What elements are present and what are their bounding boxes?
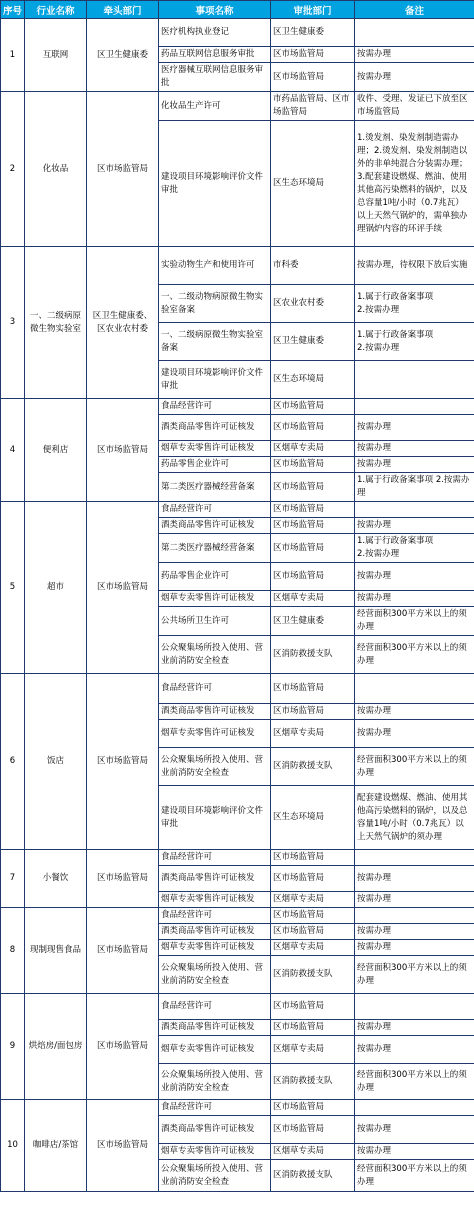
note: 经营面积300平方米以上的须办理 — [355, 748, 474, 786]
note — [355, 850, 474, 866]
item-name: 公众聚集场所投入使用、营业前消防安全检查 — [159, 748, 271, 786]
note: 按需办理 — [355, 892, 474, 908]
note: 经营面积300平方米以上的须办理 — [355, 956, 474, 994]
approval-department: 区市场监管局 — [271, 518, 355, 534]
approval-department: 区市场监管局 — [271, 1020, 355, 1036]
item-name: 烟草专卖零售许可证核发 — [159, 892, 271, 908]
note — [355, 908, 474, 924]
table-row — [1, 19, 474, 47]
approval-department: 区烟草专卖局 — [271, 441, 355, 457]
industry-name: 饭店 — [25, 674, 87, 850]
note: 按需办理 — [355, 457, 474, 473]
note — [355, 361, 474, 399]
lead-department: 区市场监管局 — [87, 502, 159, 674]
note: 按需办理 — [355, 563, 474, 591]
item-name: 酒类商品零售许可证核发 — [159, 1020, 271, 1036]
note: 按需办理 — [355, 940, 474, 956]
item-name: 酒类商品零售许可证核发 — [159, 924, 271, 940]
item-name: 烟草专卖零售许可证核发 — [159, 1036, 271, 1064]
lead-department: 区市场监管局 — [87, 674, 159, 850]
table-row — [1, 850, 474, 866]
industry-name: 小餐饮 — [25, 850, 87, 908]
note: 按需办理 — [355, 441, 474, 457]
note: 按需办理 — [355, 1020, 474, 1036]
row-number: 5 — [1, 502, 25, 674]
lead-department: 区市场监管局 — [87, 908, 159, 994]
note: 1.烫发剂、染发剂制造需办理；2.烫发剂、染发剂制造以外的非单纯混合分装需办理；3.配套建设燃煤、燃油、使用其他高污染燃料的锅炉，以及总容量1吨/小时（0.7兆瓦）以上天然气锅炉的，需单独办理锅炉内容的环评手续 — [355, 121, 474, 247]
approval-department: 区市场监管局 — [271, 473, 355, 502]
approval-department: 区烟草专卖局 — [271, 1036, 355, 1064]
note: 1.属于行政备案事项 2.按需办理 — [355, 473, 474, 502]
item-name: 一、二级动物病原微生物实验室备案 — [159, 285, 271, 323]
approval-department: 区消防救援支队 — [271, 748, 355, 786]
table-row — [1, 908, 474, 924]
note: 按需办理 — [355, 63, 474, 92]
item-name: 建设项目环境影响评价文件审批 — [159, 786, 271, 850]
approval-department: 区市场监管局 — [271, 1116, 355, 1144]
lead-department: 区市场监管局 — [87, 92, 159, 247]
item-name: 公众聚集场所投入使用、营业前消防安全检查 — [159, 1160, 271, 1192]
approval-department: 市药品监管局、区市场监管局 — [271, 92, 355, 121]
item-name: 化妆品生产许可 — [159, 92, 271, 121]
approval-department: 区市场监管局 — [271, 1100, 355, 1116]
item-name: 烟草专卖零售许可证核发 — [159, 441, 271, 457]
lead-department: 区市场监管局 — [87, 1100, 159, 1192]
item-name: 食品经营许可 — [159, 850, 271, 866]
row-number: 4 — [1, 399, 25, 502]
item-name: 药品零售企业许可 — [159, 563, 271, 591]
approval-department: 区市场监管局 — [271, 994, 355, 1020]
item-name: 食品经营许可 — [159, 1100, 271, 1116]
note: 1.属于行政备案事项 2.按需办理 — [355, 285, 474, 323]
item-name: 烟草专卖零售许可证核发 — [159, 591, 271, 607]
table-row — [1, 1100, 474, 1116]
item-name: 食品经营许可 — [159, 908, 271, 924]
note: 配套建设燃煤、燃油、使用其他高污染燃料的锅炉，以及总容量1吨/小时（0.7兆瓦）以上天然气锅炉的须办理 — [355, 786, 474, 850]
approval-department: 区卫生健康委 — [271, 323, 355, 361]
approval-department: 区市场监管局 — [271, 563, 355, 591]
note: 1.属于行政备案事项 2.按需办理 — [355, 323, 474, 361]
row-number: 3 — [1, 247, 25, 399]
approval-department: 区生态环境局 — [271, 786, 355, 850]
item-name: 一、二级病原微生物实验室备案 — [159, 323, 271, 361]
item-name: 实验动物生产和使用许可 — [159, 247, 271, 285]
approval-department: 区卫生健康委 — [271, 607, 355, 636]
approval-department: 区烟草专卖局 — [271, 720, 355, 748]
item-name: 食品经营许可 — [159, 502, 271, 518]
item-name: 烟草专卖零售许可证核发 — [159, 1144, 271, 1160]
approval-department: 区市场监管局 — [271, 850, 355, 866]
approval-department: 区烟草专卖局 — [271, 940, 355, 956]
table-row — [1, 399, 474, 415]
industry-name: 便利店 — [25, 399, 87, 502]
note — [355, 1100, 474, 1116]
note: 按需办理 — [355, 518, 474, 534]
row-number: 10 — [1, 1100, 25, 1192]
note: 收件、受理、发证已下放至区市场监管局 — [355, 92, 474, 121]
lead-department: 区卫生健康委 — [87, 19, 159, 92]
approval-department: 区烟草专卖局 — [271, 591, 355, 607]
note: 按需办理 — [355, 866, 474, 892]
header-approver: 审批部门 — [271, 1, 355, 19]
header-no: 序号 — [1, 1, 25, 19]
item-name: 第二类医疗器械经营备案 — [159, 534, 271, 563]
industry-name: 化妆品 — [25, 92, 87, 247]
row-number: 1 — [1, 19, 25, 92]
approval-department: 区市场监管局 — [271, 908, 355, 924]
item-name: 建设项目环境影响评价文件审批 — [159, 361, 271, 399]
item-name: 医疗机构执业登记 — [159, 19, 271, 47]
approval-department: 区烟草专卖局 — [271, 892, 355, 908]
approval-department: 区市场监管局 — [271, 924, 355, 940]
row-number: 7 — [1, 850, 25, 908]
note: 按需办理 — [355, 720, 474, 748]
approval-department: 区卫生健康委 — [271, 19, 355, 47]
lead-department: 区市场监管局 — [87, 850, 159, 908]
item-name: 第二类医疗器械经营备案 — [159, 473, 271, 502]
item-name: 公众聚集场所投入使用、营业前消防安全检查 — [159, 956, 271, 994]
approval-department: 区消防救援支队 — [271, 1064, 355, 1100]
lead-department: 区市场监管局 — [87, 399, 159, 502]
note: 经营面积300平方米以上的须办理 — [355, 1064, 474, 1100]
note — [355, 994, 474, 1020]
item-name: 烟草专卖零售许可证核发 — [159, 720, 271, 748]
note: 按需办理 — [355, 1116, 474, 1144]
table-row — [1, 247, 474, 285]
industry-name: 现制现售食品 — [25, 908, 87, 994]
note: 按需办理 — [355, 415, 474, 441]
note: 经营面积300平方米以上的须办理 — [355, 636, 474, 674]
row-number: 6 — [1, 674, 25, 850]
item-name: 酒类商品零售许可证核发 — [159, 415, 271, 441]
approval-department: 区生态环境局 — [271, 121, 355, 247]
lead-department: 区卫生健康委、区农业农村委 — [87, 247, 159, 399]
item-name: 公众聚集场所投入使用、营业前消防安全检查 — [159, 1064, 271, 1100]
item-name: 医疗器械互联网信息服务审批 — [159, 63, 271, 92]
approval-department: 区市场监管局 — [271, 415, 355, 441]
approval-department: 区生态环境局 — [271, 361, 355, 399]
approval-department: 区市场监管局 — [271, 866, 355, 892]
item-name: 药品互联网信息服务审批 — [159, 47, 271, 63]
approval-department: 区市场监管局 — [271, 63, 355, 92]
table-row — [1, 502, 474, 518]
note — [355, 19, 474, 47]
note — [355, 502, 474, 518]
table-row — [1, 674, 474, 704]
row-number: 8 — [1, 908, 25, 994]
row-number: 2 — [1, 92, 25, 247]
approval-department: 区消防救援支队 — [271, 956, 355, 994]
note — [355, 674, 474, 704]
industry-name: 超市 — [25, 502, 87, 674]
industry-name: 烘焙房/面包房 — [25, 994, 87, 1100]
table-row — [1, 92, 474, 121]
header-note: 备注 — [355, 1, 474, 19]
note: 1.属于行政备案事项 2.按需办理 — [355, 534, 474, 563]
approval-department: 区市场监管局 — [271, 47, 355, 63]
table-body — [1, 19, 474, 1192]
approval-department: 区市场监管局 — [271, 704, 355, 720]
approval-department: 区消防救援支队 — [271, 636, 355, 674]
header-row — [1, 1, 474, 19]
note: 按需办理，待权限下放后实施 — [355, 247, 474, 285]
approval-department: 区市场监管局 — [271, 399, 355, 415]
item-name: 食品经营许可 — [159, 674, 271, 704]
approval-department: 区农业农村委 — [271, 285, 355, 323]
item-name: 公众聚集场所投入使用、营业前消防安全检查 — [159, 636, 271, 674]
note: 经营面积300平方米以上的须办理 — [355, 1160, 474, 1192]
approval-department: 区烟草专卖局 — [271, 1144, 355, 1160]
item-name: 酒类商品零售许可证核发 — [159, 518, 271, 534]
note: 按需办理 — [355, 704, 474, 720]
item-name: 酒类商品零售许可证核发 — [159, 866, 271, 892]
note: 经营面积300平方米以上的须办理 — [355, 607, 474, 636]
industry-name: 互联网 — [25, 19, 87, 92]
lead-department: 区市场监管局 — [87, 994, 159, 1100]
note: 按需办理 — [355, 1036, 474, 1064]
row-number: 9 — [1, 994, 25, 1100]
note: 按需办理 — [355, 924, 474, 940]
item-name: 建设项目环境影响评价文件审批 — [159, 121, 271, 247]
approval-department: 区市场监管局 — [271, 534, 355, 563]
item-name: 公共场所卫生许可 — [159, 607, 271, 636]
approval-department: 区市场监管局 — [271, 502, 355, 518]
approval-department: 区消防救援支队 — [271, 1160, 355, 1192]
note: 按需办理 — [355, 1144, 474, 1160]
item-name: 食品经营许可 — [159, 994, 271, 1020]
header-lead-dept: 牵头部门 — [87, 1, 159, 19]
item-name: 食品经营许可 — [159, 399, 271, 415]
item-name: 酒类商品零售许可证核发 — [159, 1116, 271, 1144]
approval-department: 区市场监管局 — [271, 457, 355, 473]
approval-department: 市科委 — [271, 247, 355, 285]
note: 按需办理 — [355, 47, 474, 63]
header-item-name: 事项名称 — [159, 1, 271, 19]
header-industry: 行业名称 — [25, 1, 87, 19]
industry-name: 咖啡店/茶馆 — [25, 1100, 87, 1192]
item-name: 药品零售企业许可 — [159, 457, 271, 473]
industry-name: 一、二级病原微生物实验室 — [25, 247, 87, 399]
approval-department: 区市场监管局 — [271, 674, 355, 704]
note: 按需办理 — [355, 591, 474, 607]
note — [355, 399, 474, 415]
item-name: 烟草专卖零售许可证核发 — [159, 940, 271, 956]
item-name: 酒类商品零售许可证核发 — [159, 704, 271, 720]
table-row — [1, 994, 474, 1020]
